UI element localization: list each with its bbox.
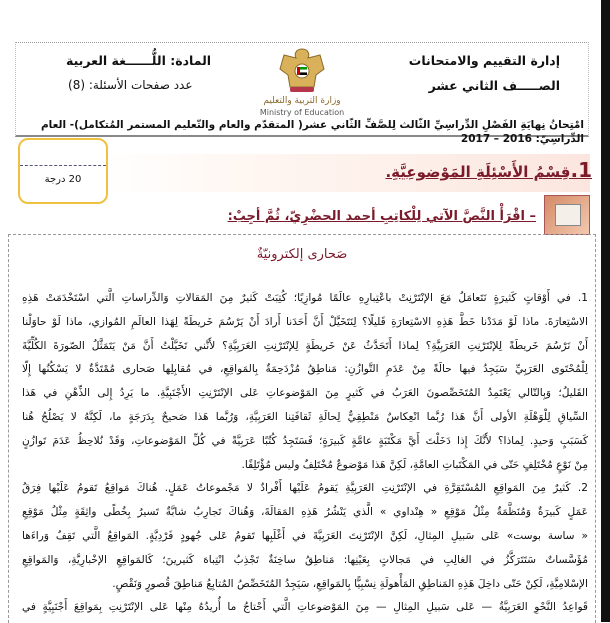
score-box bbox=[18, 138, 108, 204]
passage-line: « ساسة بوست» عَلى سَبيلِ المِثالِ، لَكِنَّ الإنْتَرْنِتَ العَرَبِيَّةَ في أَغْلَبِها تَقومُ عَلى جُهودٍ فَرْدِيَّةٍ. المَواقِعُ الَّتي تَقِفُ وَراءَها bbox=[22, 529, 588, 542]
grade: الصـــــف الثاني عشر bbox=[428, 78, 560, 93]
score-value: 20 درجة bbox=[44, 174, 82, 185]
passage-line: الاسْتِعارَةَ. ماذا لَوْ مَدَدْنا خَطَّ هَذِهِ الاسْتِعارَةِ قَليلًا؟ لِنَتَخَيَّلْ أَنَّ أَحَدَنا أَرادَ أَنْ يَرْسُمَ خَريطَةً لِهَذا العالَمِ المُوازي، ماذا لَوْ حاوَلْنا bbox=[22, 315, 588, 328]
passage-line: القَليلُ؛ وَبِالتّالي يَعْتَمِدُ المُتَخَصِّصونَ العَرَبُ في كَثيرٍ مِنَ المَوْضوعاتِ عَلى الإنْتَرْنِتِ الأَجْنَبِيَّةِ. ما يَرِدُ إِلى الذِّهْنِ في هَذا bbox=[22, 387, 588, 400]
passage-line: السِّياقِ لِلْوَهْلَةِ الأولى أَنَّ هَذا رُبَّما انْعِكاسٌ مَنْطِقِيٌّ لِحالَةِ ثَقافَتِنا العَرَبِيَّةِ، وَرُبَّما هَذا صَحيحٌ بِدَرَجَةٍ ما، لَكِنَّهُ لا يَصْلُحُ هُنا bbox=[22, 410, 588, 423]
subject: المادة: اللُّــــــغة العربية bbox=[66, 53, 212, 68]
ministry-english: Ministry of Education bbox=[259, 108, 345, 117]
passage-line: 1. في أَوْقاتٍ كَثيرَةٍ نَتَعامَلُ مَعَ الإنْتَرْنِتْ باعْتِبارِهِ عالَمًا مُوازِيًا؛ كُتِبَتْ كَثيرٌ مِنَ المَقالاتِ وَالدِّراساتِ الَّتي اسْتَخْدَمَتْ هَذِهِ bbox=[22, 292, 588, 304]
passage-line: الإسْلامِيَّةِ، لَكِنْ حَتّى داخِلَ هَذِهِ المَناطِقِ المَأْهولَةِ نِسْبِيًّا بِالمَواقِعِ، سَيَجِدُ المُتَخَصِّصُ المُتابِعُ مَناطِقَ قُصورٍ وَنَقْصٍ. bbox=[112, 577, 588, 590]
scan-edge bbox=[601, 0, 610, 622]
passage-line: لِلْمُحْتَوى العَرَبِيِّ سَيَجِدُ فيها حالَةً مِنْ عَدَمِ التَّوازُنِ: مَناطِقُ مُزْدَحِمَةٌ بِالمَواقِعِ، في مُقابِلِها صَحارى مُمْتَدَّةٌ لا يَسْكُنُها إِلّا bbox=[22, 363, 588, 376]
department: إدارة التقييم والامتحانات bbox=[408, 53, 560, 68]
passage-line: عَمَلٍ كَبيرَةٌ وَمُنَظَّمَةٌ مِثْلُ مَوْقِعِ « هِنْداوي » الَّذي يَنْشُرُ هَذِهِ المَقالَةَ، وَهُناكَ تَجارِبُ شابَّةٌ تَسيرُ بِخُطًى واثِقَةٍ مِثْلُ مَوْقِعِ bbox=[22, 506, 588, 519]
section-title: قِسْمُ الأَسْئِلَةِ المَوْضوعِيَّةِ. bbox=[385, 163, 571, 181]
ministry-arabic: وزارة التربية والتعليم bbox=[263, 96, 341, 106]
emblem-icon bbox=[276, 45, 328, 95]
page-count: عدد صفحات الأسئلة: (8) bbox=[68, 78, 193, 92]
passage-line: قَواعِدُ النَّحْوِ العَرَبِيَّةُ — عَلى سَبيلِ المِثالِ — مِنَ المَوْضوعاتِ الَّتي أَحْتاجُ ما أُريدُهُ مِنْها عَلى الإنْتَرْنِتِ بِمَواقِعَ أَجْنَبِيَّةٍ في bbox=[22, 601, 588, 614]
passage-text bbox=[22, 287, 588, 620]
passage-line: مِنْ نَوْعٍ مُخْتَلِفٍ حَتّى في المَكْتَباتِ العامَّةِ، لَكِنَّ هَذا مَوْضوعٌ مُخْتَلِفٌ وليس مُؤْتَلِفًا. bbox=[241, 458, 588, 471]
writing-hand-icon bbox=[544, 195, 590, 235]
instruction: – اقْرَأْ النَّصَّ الآتي لِلْكاتِبِ أحمد الحضْرِيّ، ثُمَّ أجِبْ: bbox=[227, 209, 536, 224]
passage-line: مُؤَسَّساتٌ سَتَتَرَكَّزُ في الغالِبِ في مَجالاتٍ بِعَيْنِها: مَناطِقُ ساخِنَةٌ تَجْذِبُ انْتِباهَ كَثيرينَ؛ كَالمَواقِعِ الإخْبارِيَّةِ، وَالمَواقِعِ bbox=[22, 553, 588, 566]
passage-line: أَنْ نَرْسُمَ خَريطَةً لِلإنْتَرْنِتِ العَرَبِيَّةِ؟ لِماذا أَتَحَدَّثُ عَنْ خَريطَةٍ لِلإنْتَرْنِتِ العَرَبِيَّةِ؟ لأَنَّني تَخَيَّلْتُ أَنَّ مَنْ يَتَمَثَّلُ الصّورَةَ الكُلِّيَّةَ bbox=[22, 339, 588, 352]
passage-line: كَسَبَبٍ وَحيدٍ. لِماذا؟ لأَنَّكَ إِذا دَخَلْتَ أَيَّ مَكْتَبَةٍ عامَّةٍ كَبيرَةٍ؛ فَسَتَجِدُ كُتُبًا عَرَبِيَّةً في كُلِّ المَوْضوعاتِ، وَقَدْ نُلاحِظُ عَدَمَ تَوازُنٍ bbox=[22, 434, 588, 447]
passage-title: صَحارى إلكترونيّةٌ bbox=[256, 247, 348, 262]
exam-header bbox=[15, 42, 589, 145]
section-heading bbox=[385, 158, 592, 182]
score-divider bbox=[20, 165, 106, 166]
section-number: 1. bbox=[570, 158, 592, 182]
passage-line: 2. كَثيرٌ مِنَ المَواقِعِ المُسْتَقِرَّةِ في الإنْتَرْنِتِ العَرَبِيَّةِ يَقومُ عَلَيْها أَفْرادٌ لا مَجْموعاتُ عَمَلٍ. هُناكَ مَواقِعُ تَقومُ عَلَيْها فِرَقُ bbox=[22, 482, 588, 495]
exam-title: امْتِحانُ نِهايَةِ الفَصْلِ الدِّراسِيِّ الثّالث لِلصَّفِّ الثّاني عشر( المتقدّم والعام والتّعليم المستمر المُتكامل)- العام الدِّراسِيّ: 2016 – 2017 bbox=[40, 119, 584, 145]
